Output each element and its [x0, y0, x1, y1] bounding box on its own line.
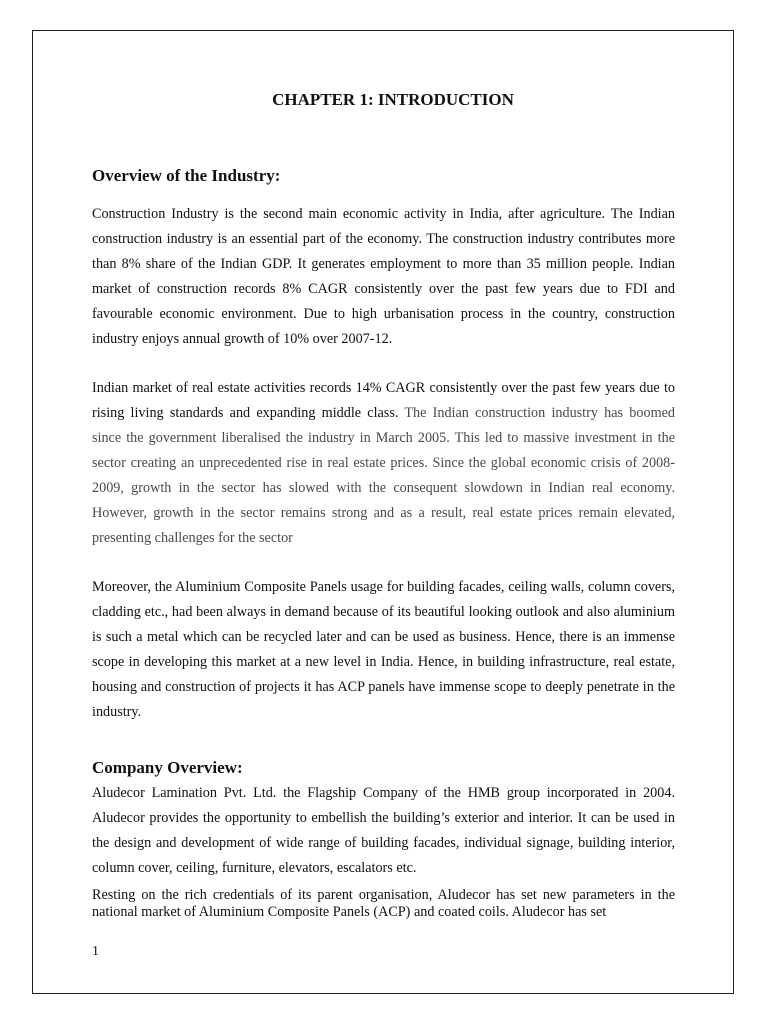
industry-paragraph-2-lead: Indian market of real estate activities records 14% CAGR consistently over the past few years due to rising living standards and expanding middle class.	[92, 380, 675, 421]
industry-paragraph-1: Construction Industry is the second main economic activity in India, after agriculture. The Indian construction industry is an essential part of the economy. The construction industry contributes more than 8% share of the Indian GDP. It generates employment to more than 35 million people. Indian market of construction records 8% CAGR consistently over the past few years due to FDI and favourable economic environment. Due to high urbanisation process in the country, construction industry enjoys annual growth of 10% over 2007-12.	[92, 206, 675, 347]
company-paragraph-1: Aludecor Lamination Pvt. Ltd. the Flagship Company of the HMB group incorporated in 2004. Aludecor provides the opportunity to embellish the building’s exterior and interior. It can be used in the design and development of wide range of building facades, individual signage, building interior, column cover, ceiling, furniture, elevators, escalators etc.	[92, 785, 675, 876]
page-number: 1	[92, 944, 99, 959]
industry-paragraph-2-quote: The Indian construction industry has boomed since the government liberalised the industry in March 2005. This led to massive investment in the sector creating an unprecedented rise in real estate prices. Since the global economic crisis of 2008-2009, growth in the sector has slowed with the consequent slowdown in Indian real economy. However, growth in the sector remains strong and as a result, real estate prices remain elevated, presenting challenges for the sector	[92, 405, 675, 546]
chapter-title: CHAPTER 1: INTRODUCTION	[272, 90, 514, 109]
industry-overview-heading: Overview of the Industry:	[92, 166, 281, 185]
industry-paragraph-3: Moreover, the Aluminium Composite Panels usage for building facades, ceiling walls, column covers, cladding etc., had been always in demand because of its beautiful looking outlook and also aluminium is such a metal which can be recycled later and can be used as business. Hence, there is an immense scope in developing this market at a new level in India. Hence, in building infrastructure, real estate, housing and construction of projects it has ACP panels have immense scope to deeply penetrate in the industry.	[92, 579, 675, 720]
company-overview-heading: Company Overview:	[92, 758, 243, 777]
industry-paragraph-2	[92, 376, 675, 551]
company-paragraph-2: Resting on the rich credentials of its parent organisation, Aludecor has set new parameters in the national market of Aluminium Composite Panels (ACP) and coated coils. Aludecor has set	[92, 887, 675, 920]
